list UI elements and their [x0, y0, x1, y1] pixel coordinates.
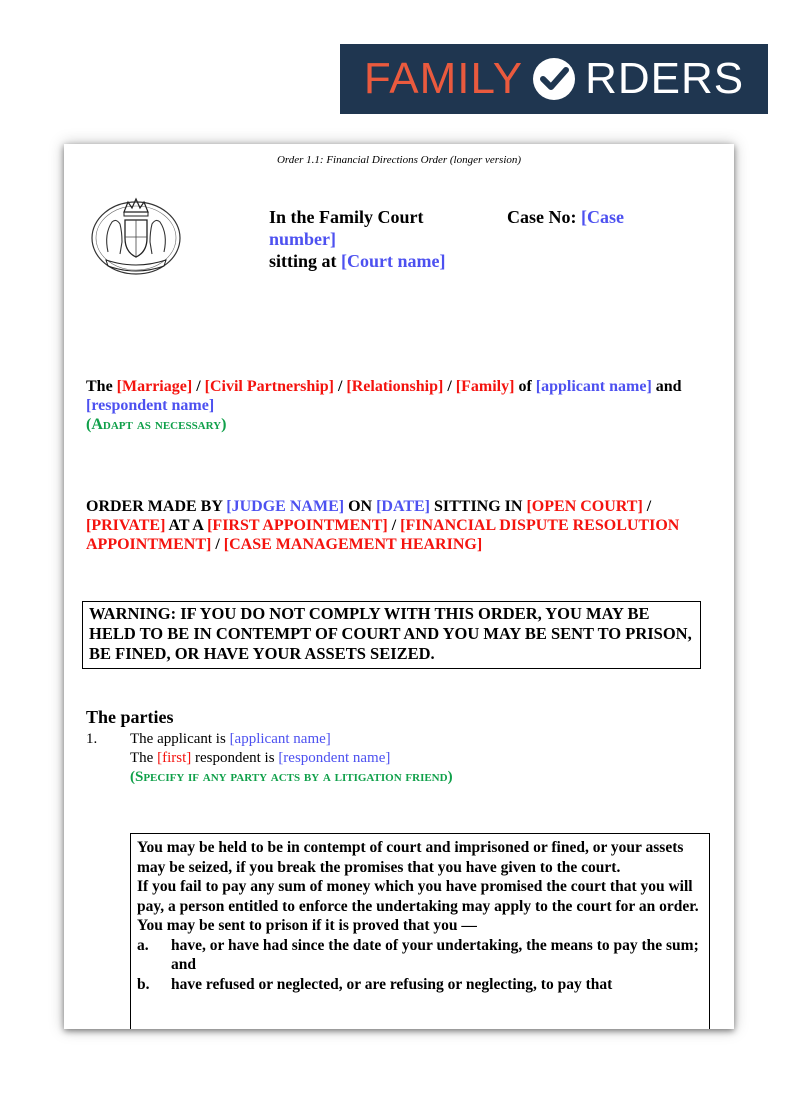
case-number	[507, 206, 624, 228]
sep-3: /	[443, 378, 456, 395]
check-circle-icon	[531, 56, 577, 102]
sep-1: /	[192, 378, 205, 395]
sitting-at-label: sitting at	[269, 251, 337, 271]
first-appointment-option: [FIRST APPOINTMENT]	[207, 517, 388, 534]
at-a-word: AT A	[168, 517, 204, 534]
undertaking-item-text: have, or have had since the date of your undertaking, the means to pay the sum; and	[171, 936, 699, 973]
court-block	[269, 206, 709, 272]
warning-box: WARNING: IF YOU DO NOT COMPLY WITH THIS ORDER, YOU MAY BE HELD TO BE IN CONTEMPT OF COURT AND YOU MAY BE SENT TO PRISON, BE FINED, OR HAVE YOUR ASSETS SEIZED.	[82, 601, 701, 669]
litigation-friend-note: (Specify if any party acts by a litigation friend)	[130, 769, 453, 785]
undertaking-item-letter: a.	[137, 936, 149, 954]
sep-2: /	[333, 378, 347, 395]
relationship-option: [Relationship]	[346, 378, 444, 395]
undertaking-item	[137, 975, 703, 995]
court-name-field: [Court name]	[341, 251, 446, 271]
open-court-option: [OPEN COURT]	[526, 498, 643, 515]
marriage-title	[86, 377, 696, 434]
date-field: [DATE]	[376, 498, 430, 515]
logo-orders-text: RDERS	[585, 54, 745, 103]
applicant-prefix: The applicant is	[130, 731, 226, 747]
fdr-option: [FINANCIAL DISPUTE RESOLUTION APPOINTMENT]	[86, 517, 680, 553]
case-no-label: Case No:	[507, 207, 577, 227]
respondent-the: The	[130, 750, 154, 766]
undertaking-item-text: have refused or neglected, or are refusing or neglecting, to pay that	[171, 975, 613, 993]
respondent-name-placeholder: [respondent name]	[278, 750, 391, 766]
running-header: Order 1.1: Financial Directions Order (longer version)	[276, 154, 522, 166]
judge-name-field: [JUDGE NAME]	[226, 498, 345, 515]
on-word: ON	[348, 498, 373, 515]
parties-number: 1.	[86, 731, 98, 747]
respondent-line	[130, 749, 706, 768]
parties-item	[86, 730, 706, 787]
sitting-at	[269, 250, 709, 272]
of-word: of	[518, 378, 532, 395]
marriage-the: The	[86, 378, 113, 395]
undertaking-warning-box	[130, 833, 710, 1029]
undertaking-para-1: You may be held to be in contempt of court and imprisoned or fined, or your assets may be seized, if you break the promises that you have given to the court.	[137, 839, 684, 876]
order-made-heading: ORDER MADE BY [JUDGE NAME] ON [DATE] SITTING IN [OPEN COURT] / [PRIVATE] AT A [FIRST APPOINTMENT] / [FINANCIAL DISPUTE RESOLUTION APPOINTMENT] / [CASE MANAGEMENT HEARING]	[86, 498, 680, 553]
case-no-value-cont: number]	[269, 229, 336, 249]
family-option: [Family]	[455, 378, 515, 395]
parties-heading: The parties	[86, 707, 174, 727]
undertaking-para-2: If you fail to pay any sum of money which you have promised the court that you will pay, a person entitled to enforce the undertaking may apply to the court for an order. You may be sent to prison if it is proved that you —	[137, 878, 699, 934]
marriage-option: [Marriage]	[116, 378, 193, 395]
undertaking-item-letter: b.	[137, 975, 150, 993]
civil-partnership-option: [Civil Partnership]	[204, 378, 334, 395]
logo-family-text: FAMILY	[363, 54, 524, 103]
royal-coat-of-arms-icon	[86, 190, 186, 280]
first-option: [first]	[157, 750, 192, 766]
sitting-in-word: SITTING IN	[433, 498, 523, 515]
respondent-prefix: respondent is	[194, 750, 275, 766]
applicant-line	[130, 730, 706, 749]
applicant-name-field: [applicant name]	[535, 378, 652, 395]
case-no-value: [Case	[581, 207, 624, 227]
applicant-name-placeholder: [applicant name]	[229, 731, 331, 747]
cmh-option: [CASE MANAGEMENT HEARING]	[223, 536, 483, 553]
document-page	[64, 144, 734, 1029]
and-word: and	[655, 378, 682, 395]
private-option: [PRIVATE]	[86, 517, 166, 534]
order-made-label: ORDER MADE BY	[86, 498, 223, 515]
respondent-name-field: [respondent name]	[86, 397, 215, 414]
adapt-note: (Adapt as necessary)	[86, 416, 227, 433]
court-title: In the Family Court	[269, 207, 424, 227]
family-orders-logo	[340, 44, 768, 114]
undertaking-item	[137, 936, 703, 975]
